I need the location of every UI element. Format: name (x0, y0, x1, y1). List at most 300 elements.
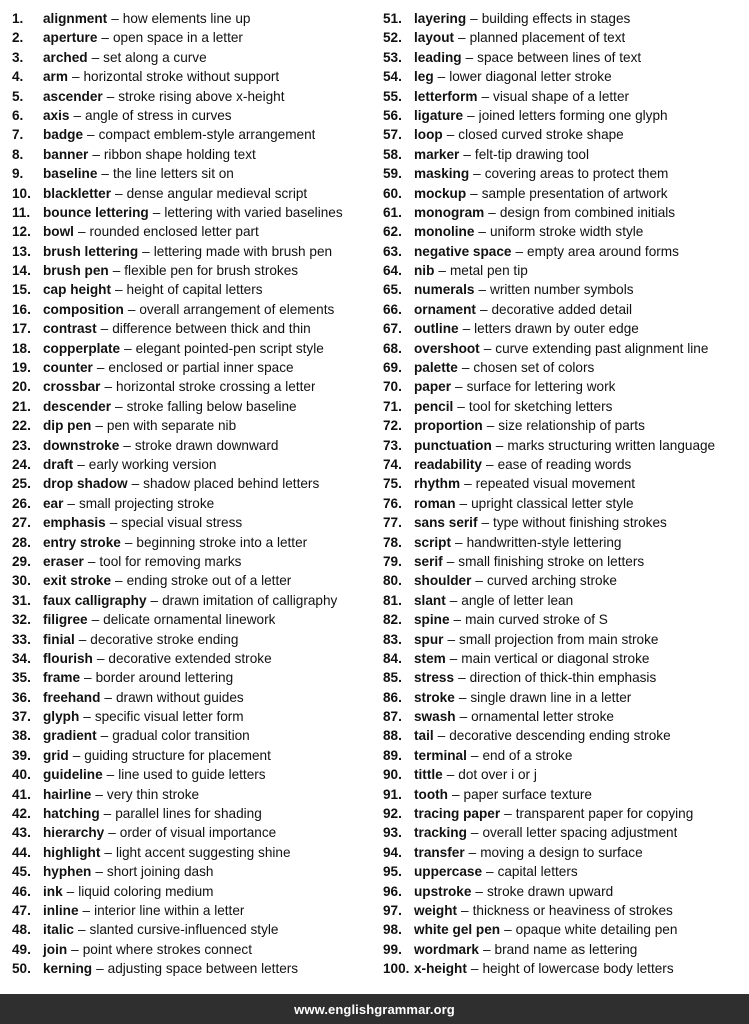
entry-definition: angle of letter lean (461, 592, 574, 608)
entry-separator: – (495, 437, 504, 453)
entry-separator: – (465, 49, 474, 65)
entry-separator: – (104, 689, 112, 705)
glossary-entry (383, 358, 747, 377)
glossary-entry (12, 862, 380, 881)
entry-term: draft (43, 456, 74, 472)
entry-term: tracking (414, 825, 467, 841)
entry-term: eraser (43, 553, 84, 569)
entry-separator: – (124, 340, 132, 356)
entry-term: outline (414, 321, 459, 337)
entry-separator: – (478, 224, 486, 240)
entry-separator: – (96, 650, 105, 666)
entry-term: descender (43, 398, 112, 414)
entry-separator: – (488, 204, 496, 220)
entry-definition: parallel lines for shading (115, 806, 262, 822)
glossary-entry (12, 474, 380, 493)
entry-number: 56. (383, 107, 402, 123)
entry-term: masking (414, 166, 470, 182)
entry-number: 16. (12, 301, 31, 317)
entry-definition: end of a stroke (482, 747, 573, 763)
entry-term: brush pen (43, 263, 109, 279)
entry-number: 24. (12, 456, 31, 472)
entry-definition: compact emblem-style arrangement (98, 127, 316, 143)
glossary-entry (12, 203, 380, 222)
entry-separator: – (446, 127, 455, 143)
glossary-entry (383, 184, 747, 203)
entry-term: guideline (43, 767, 103, 783)
entry-term: leg (414, 69, 434, 85)
glossary-entry (12, 455, 380, 474)
entry-separator: – (100, 321, 109, 337)
entry-number: 17. (12, 321, 31, 337)
footer-website-url: www.englishgrammar.org (294, 1001, 455, 1017)
glossary-entry (383, 242, 747, 261)
entry-separator: – (475, 573, 483, 589)
entry-separator: – (455, 534, 463, 550)
entry-separator: – (470, 185, 478, 201)
glossary-entry (12, 882, 380, 901)
glossary-column-right (383, 9, 747, 979)
entry-definition: ornamental letter stroke (471, 709, 614, 725)
entry-term: leading (414, 49, 462, 65)
entry-definition: lettering with varied baselines (164, 204, 343, 220)
entry-definition: line used to guide letters (118, 767, 266, 783)
entry-number: 74. (383, 456, 402, 472)
entry-definition: open space in a letter (112, 30, 243, 46)
entry-term: badge (43, 127, 84, 143)
entry-term: sans serif (414, 515, 478, 531)
entry-separator: – (478, 282, 487, 298)
entry-term: ligature (414, 107, 464, 123)
entry-separator: – (71, 69, 80, 85)
entry-term: exit stroke (43, 573, 112, 589)
glossary-entry (383, 959, 747, 978)
glossary-entry (383, 436, 747, 455)
entry-number: 18. (12, 340, 31, 356)
entry-term: tail (414, 728, 434, 744)
glossary-entry (383, 339, 747, 358)
entry-number: 14. (12, 263, 31, 279)
entry-separator: – (486, 864, 494, 880)
glossary-entry (383, 668, 747, 687)
entry-definition: the line letters sit on (112, 166, 234, 182)
entry-number: 47. (12, 902, 31, 918)
glossary-entry (383, 261, 747, 280)
entry-definition: interior line within a letter (94, 902, 245, 918)
entry-definition: planned placement of text (469, 30, 626, 46)
entry-number: 100. (383, 961, 410, 977)
entry-term: entry stroke (43, 534, 121, 550)
entry-term: layering (414, 11, 467, 26)
glossary-entry (12, 164, 380, 183)
entry-definition: small finishing stroke on letters (458, 553, 645, 569)
entry-separator: – (106, 767, 115, 783)
entry-term: swash (414, 709, 456, 725)
entry-term: bounce lettering (43, 204, 149, 220)
entry-number: 48. (12, 922, 31, 938)
entry-definition: overall letter spacing adjustment (482, 825, 678, 841)
entry-number: 2. (12, 30, 24, 46)
glossary-entry (12, 688, 380, 707)
entry-term: tooth (414, 786, 448, 802)
entry-separator: – (470, 961, 479, 977)
entry-term: filigree (43, 612, 88, 628)
entry-term: brush lettering (43, 243, 139, 259)
entry-definition: written number symbols (490, 282, 634, 298)
entry-term: letterform (414, 88, 478, 104)
glossary-entry (383, 862, 747, 881)
entry-definition: decorative stroke ending (90, 631, 239, 647)
entry-separator: – (461, 360, 470, 376)
entry-number: 77. (383, 515, 402, 531)
entry-term: mockup (414, 185, 467, 201)
entry-separator: – (482, 941, 491, 957)
glossary-entry (12, 300, 380, 319)
entry-separator: – (486, 456, 494, 472)
entry-term: hyphen (43, 864, 92, 880)
entry-number: 60. (383, 185, 402, 201)
glossary-entry (383, 203, 747, 222)
glossary-entry (383, 48, 747, 67)
entry-number: 93. (383, 825, 402, 841)
entry-term: nib (414, 263, 435, 279)
entry-number: 99. (383, 941, 402, 957)
entry-definition: brand name as lettering (494, 941, 638, 957)
entry-number: 26. (12, 495, 31, 511)
entry-term: negative space (414, 243, 512, 259)
entry-number: 8. (12, 146, 24, 162)
entry-definition: angle of stress in curves (85, 107, 232, 123)
glossary-entry (383, 533, 747, 552)
entry-term: join (43, 941, 68, 957)
glossary-entry (383, 785, 747, 804)
entry-definition: metal pen tip (449, 263, 528, 279)
glossary-entry (383, 513, 747, 532)
entry-term: blackletter (43, 185, 112, 201)
entry-separator: – (96, 961, 104, 977)
entry-separator: – (152, 204, 161, 220)
entry-term: loop (414, 127, 443, 143)
glossary-entry (383, 571, 747, 590)
entry-number: 94. (383, 844, 402, 860)
entry-term: ink (43, 883, 63, 899)
entry-definition: size relationship of parts (498, 418, 645, 434)
entry-definition: visual shape of a letter (493, 88, 630, 104)
entry-definition: small projecting stroke (78, 495, 215, 511)
glossary-column-left (12, 9, 380, 979)
entry-separator: – (449, 592, 458, 608)
entry-number: 42. (12, 806, 31, 822)
entry-separator: – (463, 146, 471, 162)
glossary-entry (383, 28, 747, 47)
glossary-entry (383, 843, 747, 862)
entry-separator: – (437, 728, 446, 744)
entry-definition: elegant pointed-pen script style (135, 340, 324, 356)
entry-number: 96. (383, 883, 402, 899)
entry-definition: very thin stroke (106, 786, 200, 802)
entry-separator: – (83, 709, 91, 725)
glossary-entry (383, 765, 747, 784)
entry-separator: – (458, 30, 466, 46)
entry-term: freehand (43, 689, 101, 705)
glossary-entry (12, 610, 380, 629)
glossary-entry (383, 688, 747, 707)
entry-separator: – (109, 515, 118, 531)
entry-number: 25. (12, 476, 31, 492)
glossary-entry (12, 591, 380, 610)
entry-definition: upright classical letter style (471, 495, 634, 511)
entry-number: 52. (383, 30, 402, 46)
entry-separator: – (66, 883, 75, 899)
entry-number: 53. (383, 49, 402, 65)
entry-term: readability (414, 456, 482, 472)
entry-definition: opaque white detailing pen (515, 922, 678, 938)
entry-definition: adjusting space between letters (107, 961, 299, 977)
entry-definition: paper surface texture (463, 786, 592, 802)
entry-term: italic (43, 922, 74, 938)
entry-number: 57. (383, 127, 402, 143)
entry-term: flourish (43, 650, 93, 666)
entry-definition: light accent suggesting shine (115, 844, 291, 860)
entry-definition: handwritten-style lettering (466, 534, 622, 550)
footer-banner (0, 994, 749, 1024)
entry-separator: – (91, 612, 100, 628)
entry-definition: uniform stroke width style (489, 224, 644, 240)
entry-term: transfer (414, 844, 465, 860)
entry-definition: specific visual letter form (94, 709, 244, 725)
entry-number: 54. (383, 69, 402, 85)
entry-definition: moving a design to surface (480, 844, 643, 860)
entry-definition: building effects in stages (481, 11, 631, 26)
glossary-entry (383, 416, 747, 435)
glossary-entry (383, 591, 747, 610)
glossary-entry (12, 901, 380, 920)
entry-term: finial (43, 631, 75, 647)
glossary-entry (12, 785, 380, 804)
entry-separator: – (473, 166, 481, 182)
entry-separator: – (457, 398, 465, 414)
glossary-entry (383, 630, 747, 649)
entry-term: script (414, 534, 452, 550)
entry-number: 6. (12, 107, 24, 123)
entry-separator: – (84, 670, 92, 686)
glossary-entry (12, 242, 380, 261)
entry-definition: capital letters (497, 864, 578, 880)
entry-definition: dot over i or j (458, 767, 537, 783)
entry-separator: – (150, 592, 159, 608)
entry-separator: – (111, 11, 119, 26)
entry-term: tittle (414, 767, 443, 783)
entry-definition: closed curved stroke shape (458, 127, 624, 143)
entry-definition: joined letters forming one glyph (478, 107, 668, 123)
glossary-entry (383, 145, 747, 164)
entry-term: proportion (414, 418, 483, 434)
entry-term: cap height (43, 282, 111, 298)
glossary-entry (383, 726, 747, 745)
entry-separator: – (115, 185, 123, 201)
entry-term: spine (414, 612, 450, 628)
entry-definition: how elements line up (122, 11, 251, 26)
entry-term: composition (43, 301, 124, 317)
entry-number: 85. (383, 670, 402, 686)
entry-number: 34. (12, 650, 31, 666)
entry-term: stress (414, 670, 455, 686)
entry-term: wordmark (414, 941, 479, 957)
entry-separator: – (486, 418, 495, 434)
entry-separator: – (77, 922, 86, 938)
entry-term: pencil (414, 398, 454, 414)
glossary-entry (12, 746, 380, 765)
entry-separator: – (104, 844, 112, 860)
glossary-entry (383, 823, 747, 842)
glossary-entry (383, 882, 747, 901)
entry-definition: order of visual importance (119, 825, 277, 841)
entry-number: 71. (383, 398, 402, 414)
entry-separator: – (453, 612, 462, 628)
entry-number: 41. (12, 786, 31, 802)
entry-separator: – (95, 418, 103, 434)
entry-number: 30. (12, 573, 31, 589)
entry-definition: sample presentation of artwork (481, 185, 668, 201)
entry-separator: – (470, 11, 478, 26)
entry-definition: short joining dash (106, 864, 214, 880)
entry-number: 69. (383, 360, 402, 376)
entry-number: 98. (383, 922, 402, 938)
glossary-entry (12, 184, 380, 203)
entry-term: marker (414, 146, 460, 162)
glossary-entry (383, 552, 747, 571)
glossary-entry (12, 9, 380, 28)
entry-number: 51. (383, 11, 402, 26)
entry-number: 12. (12, 224, 31, 240)
entry-number: 91. (383, 786, 402, 802)
entry-number: 73. (383, 437, 402, 453)
entry-definition: decorative added detail (491, 301, 633, 317)
entry-separator: – (449, 650, 458, 666)
entry-term: spur (414, 631, 444, 647)
entry-definition: thickness or heaviness of strokes (472, 902, 673, 918)
entry-definition: gradual color transition (112, 728, 250, 744)
entry-number: 32. (12, 612, 31, 628)
glossary-entry (12, 552, 380, 571)
glossary-entry (12, 28, 380, 47)
entry-definition: design from combined initials (499, 204, 676, 220)
glossary-entry (383, 164, 747, 183)
entry-definition: curved arching stroke (486, 573, 617, 589)
glossary-entry (12, 707, 380, 726)
entry-number: 37. (12, 709, 31, 725)
entry-separator: – (104, 379, 112, 395)
glossary-entry (383, 222, 747, 241)
entry-term: baseline (43, 166, 98, 182)
entry-definition: marks structuring written language (507, 437, 716, 453)
entry-separator: – (108, 825, 116, 841)
entry-separator: – (77, 224, 86, 240)
entry-number: 4. (12, 69, 24, 85)
entry-separator: – (95, 786, 103, 802)
entry-definition: single drawn line in a letter (470, 689, 632, 705)
entry-definition: beginning stroke into a letter (136, 534, 308, 550)
entry-definition: shadow placed behind letters (143, 476, 320, 492)
glossary-entry (12, 377, 380, 396)
entry-definition: dense angular medieval script (126, 185, 308, 201)
entry-number: 1. (12, 11, 24, 26)
entry-definition: stroke drawn downward (134, 437, 279, 453)
entry-number: 72. (383, 418, 402, 434)
entry-number: 29. (12, 553, 31, 569)
entry-separator: – (458, 689, 467, 705)
entry-separator: – (481, 88, 490, 104)
entry-separator: – (112, 263, 121, 279)
glossary-entry (12, 843, 380, 862)
glossary-entry (383, 901, 747, 920)
entry-term: slant (414, 592, 446, 608)
entry-separator: – (114, 282, 123, 298)
glossary-entry (383, 9, 747, 28)
glossary-entry (383, 377, 747, 396)
entry-term: counter (43, 360, 93, 376)
glossary-entry (383, 397, 747, 416)
entry-definition: horizontal stroke without support (83, 69, 280, 85)
entry-term: white gel pen (414, 922, 501, 938)
entry-number: 50. (12, 961, 31, 977)
entry-separator: – (483, 340, 492, 356)
glossary-entry (383, 280, 747, 299)
glossary-entry (12, 358, 380, 377)
entry-term: arm (43, 69, 68, 85)
entry-number: 33. (12, 631, 31, 647)
entry-number: 70. (383, 379, 402, 395)
entry-number: 35. (12, 670, 31, 686)
entry-number: 20. (12, 379, 31, 395)
glossary-entry (12, 494, 380, 513)
glossary-entry (12, 765, 380, 784)
entry-separator: – (91, 49, 100, 65)
entry-term: punctuation (414, 437, 492, 453)
entry-separator: – (87, 127, 95, 143)
entry-term: downstroke (43, 437, 120, 453)
glossary-entry (383, 455, 747, 474)
entry-term: palette (414, 360, 458, 376)
entry-definition: lower diagonal letter stroke (449, 69, 612, 85)
entry-definition: main curved stroke of S (465, 612, 608, 628)
entry-definition: space between lines of text (477, 49, 642, 65)
glossary-entry (12, 48, 380, 67)
entry-number: 79. (383, 553, 402, 569)
entry-number: 75. (383, 476, 402, 492)
entry-separator: – (78, 631, 87, 647)
entry-definition: felt-tip drawing tool (474, 146, 590, 162)
entry-separator: – (451, 786, 460, 802)
glossary-entry (12, 513, 380, 532)
entry-definition: set along a curve (103, 49, 207, 65)
entry-term: terminal (414, 747, 467, 763)
entry-term: uppercase (414, 864, 483, 880)
entry-number: 80. (383, 573, 402, 589)
entry-number: 86. (383, 689, 402, 705)
entry-separator: – (115, 573, 123, 589)
entry-term: serif (414, 553, 443, 569)
entry-definition: border around lettering (95, 670, 234, 686)
entry-separator: – (515, 243, 524, 259)
entry-term: hairline (43, 786, 92, 802)
entry-separator: – (82, 902, 91, 918)
entry-number: 43. (12, 825, 31, 841)
entry-definition: drawn imitation of calligraphy (162, 592, 338, 608)
entry-number: 97. (383, 902, 402, 918)
entry-definition: pen with separate nib (106, 418, 237, 434)
entry-number: 67. (383, 321, 402, 337)
